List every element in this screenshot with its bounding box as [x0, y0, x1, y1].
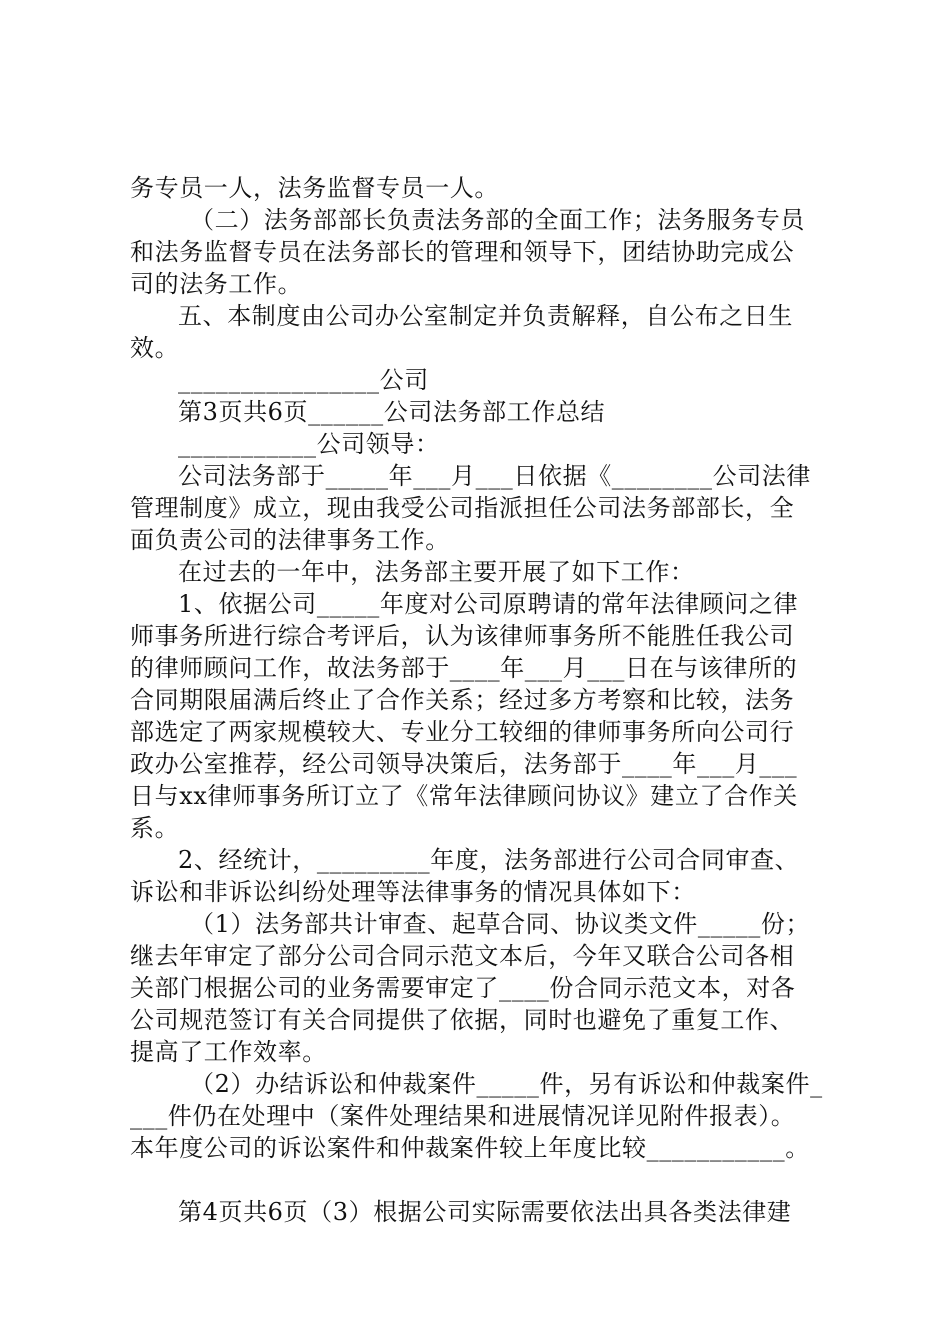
text-line: （2）办结诉讼和仲裁案件_____件，另有诉讼和仲裁案件_: [190, 1070, 823, 1098]
text-line: 公司法务部于_____年___月___日依据《________公司法律: [178, 462, 811, 490]
text-line: 面负责公司的法律事务工作。: [130, 526, 450, 554]
text-line: 提高了工作效率。: [130, 1038, 327, 1066]
text-line: 政办公室推荐，经公司领导决策后，法务部于____年___月___: [130, 750, 798, 778]
text-line: 效。: [130, 334, 180, 362]
text-line: 在过去的一年中，法务部主要开展了如下工作：: [178, 558, 695, 586]
text-line: 1、依据公司_____年度对公司原聘请的常年法律顾问之律: [178, 590, 799, 618]
text-line: ________________公司: [178, 366, 429, 394]
page-footer-heading: 第4页共6页（3）根据公司实际需要依法出具各类法律建: [178, 1198, 792, 1226]
text-line: 系。: [130, 814, 180, 842]
text-line: 关部门根据公司的业务需要审定了____份合同示范文本，对各: [130, 974, 796, 1002]
text-line: 管理制度》成立，现由我受公司指派担任公司法务部部长，全: [130, 494, 795, 522]
text-line: ___________公司领导：: [178, 430, 440, 458]
text-line: 部选定了两家规模较大、专业分工较细的律师事务所向公司行: [130, 718, 795, 746]
text-line: 公司规范签订有关合同提供了依据，同时也避免了重复工作、: [130, 1006, 795, 1034]
text-line: （1）法务部共计审查、起草合同、协议类文件_____份；: [190, 910, 811, 938]
text-line: 本年度公司的诉讼案件和仲裁案件较上年度比较___________。: [130, 1134, 810, 1162]
text-line: 司的法务工作。: [130, 270, 303, 298]
text-line: （二）法务部部长负责法务部的全面工作；法务服务专员: [190, 206, 805, 234]
text-line: 和法务监督专员在法务部长的管理和领导下，团结协助完成公: [130, 238, 795, 266]
text-line: 师事务所进行综合考评后，认为该律师事务所不能胜任我公司: [130, 622, 795, 650]
text-line: ___件仍在处理中（案件处理结果和进展情况详见附件报表）。: [130, 1102, 796, 1130]
text-line: 合同期限届满后终止了合作关系；经过多方考察和比较，法务: [130, 686, 795, 714]
text-line: 务专员一人，法务监督专员一人。: [130, 174, 499, 202]
text-line: 2、经统计，_________年度，法务部进行公司合同审查、: [178, 846, 800, 874]
text-line: 五、本制度由公司办公室制定并负责解释，自公布之日生: [178, 302, 793, 330]
text-line: 诉讼和非诉讼纠纷处理等法律事务的情况具体如下：: [130, 878, 696, 906]
page-footer-heading: 第3页共6页______公司法务部工作总结: [178, 398, 606, 426]
text-line: 日与xx律师事务所订立了《常年法律顾问协议》建立了合作关: [130, 782, 798, 810]
text-line: 的律师顾问工作，故法务部于____年___月___日在与该律所的: [130, 654, 798, 682]
text-line: 继去年审定了部分公司合同示范文本后，今年又联合公司各相: [130, 942, 795, 970]
